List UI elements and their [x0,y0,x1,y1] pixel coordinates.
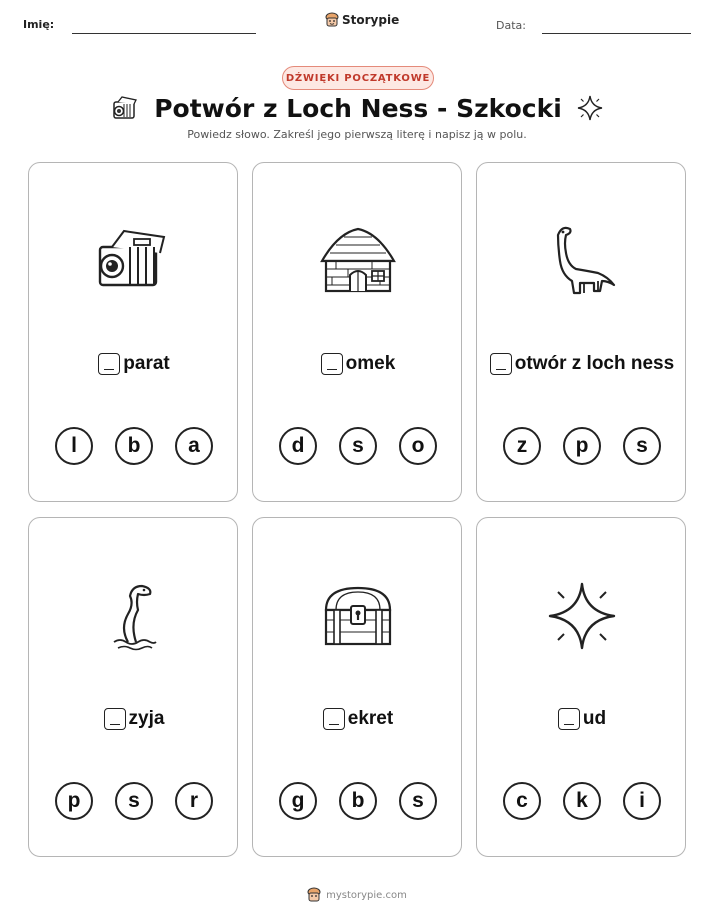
exercise-card [28,517,238,857]
camera-icon [94,221,174,301]
category-badge: DŹWIĘKI POCZĄTKOWE [282,66,434,90]
letter-option[interactable]: b [339,782,377,820]
name-line[interactable] [72,33,256,34]
exercise-card [252,517,462,857]
brand-name: Storypie [342,13,400,27]
letter-option[interactable]: l [55,427,93,465]
treasure-chest-icon [318,576,398,656]
word-ending: parat [123,353,170,374]
cottage-icon [318,221,398,301]
letter-option[interactable]: a [175,427,213,465]
sparkle-icon [542,576,622,656]
word-ending: ekret [347,708,394,729]
word-ending: otwór z loch ness [514,353,675,374]
exercise-card [252,162,462,502]
answer-box[interactable] [490,353,512,375]
answer-box[interactable] [558,708,580,730]
answer-box[interactable] [323,708,345,730]
pie-mascot-icon [325,12,339,28]
letter-option[interactable]: s [115,782,153,820]
letter-option[interactable]: r [175,782,213,820]
answer-box[interactable] [98,353,120,375]
camera-icon [110,94,140,122]
date-line[interactable] [542,33,691,34]
dinosaur-icon [542,221,622,301]
letter-option[interactable]: s [623,427,661,465]
footer [0,887,714,903]
exercise-card [28,162,238,502]
exercise-card [476,162,686,502]
letter-option[interactable]: p [563,427,601,465]
instructions: Powiedz słowo. Zakreśl jego pierwszą literę i napisz ją w polu. [187,128,527,141]
letter-option[interactable]: c [503,782,541,820]
word-ending: ud [582,708,607,729]
letter-option[interactable]: k [563,782,601,820]
letter-option[interactable]: p [55,782,93,820]
exercise-card [476,517,686,857]
footer-url[interactable]: mystorypie.com [326,889,407,901]
word-ending: zyja [128,708,165,729]
date-label: Data: [496,19,526,32]
name-label: Imię: [23,18,55,31]
letter-option[interactable]: o [399,427,437,465]
letter-option[interactable]: s [399,782,437,820]
word-ending: omek [345,353,396,374]
brand-logo [325,12,399,28]
letter-option[interactable]: s [339,427,377,465]
letter-option[interactable]: z [503,427,541,465]
answer-box[interactable] [104,708,126,730]
sea-serpent-icon [94,576,174,656]
letter-option[interactable]: i [623,782,661,820]
letter-option[interactable]: g [279,782,317,820]
letter-option[interactable]: d [279,427,317,465]
answer-box[interactable] [321,353,343,375]
sparkle-icon [576,94,604,122]
page-title: Potwór z Loch Ness - Szkocki [154,93,562,123]
pie-mascot-icon [307,887,321,903]
letter-option[interactable]: b [115,427,153,465]
